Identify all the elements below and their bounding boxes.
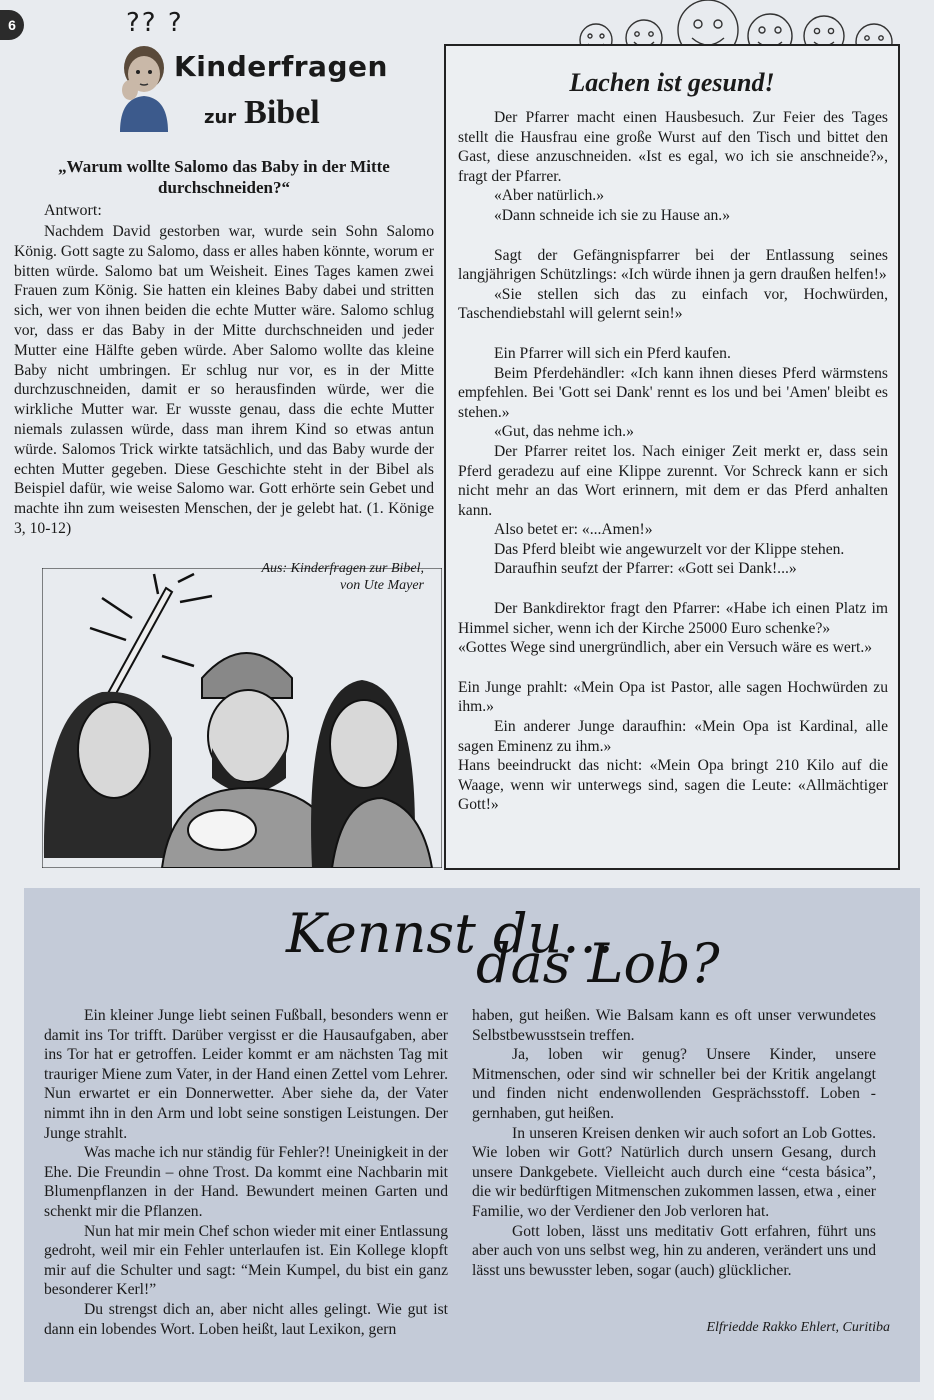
kinderfragen-subtitle (204, 94, 320, 132)
joke-1-reply: «Aber natürlich.» (494, 187, 604, 205)
joke-3-intro: Ein Pfarrer will sich ein Pferd kaufen. (494, 344, 731, 362)
kinderfragen-title: Kinderfragen (174, 50, 388, 83)
jokes-title: Lachen ist gesund! (569, 68, 775, 97)
kennst-c1-paragraph-4: Du strengst dich an, aber nicht alles gelingt. Wie gut ist dann ein lobendes Wort. Loben heißt, laut Lexikon, gern (44, 1300, 448, 1338)
answer-label: Antwort: (44, 202, 102, 219)
title-bibel: Bibel (244, 94, 320, 131)
jokes-box (444, 44, 900, 870)
answer-text: Nachdem David gestorben war, wurde sein Sohn Salomo König. Gott sagte zu Salomo, dass er alles haben könnte, worum er bitten würde. Salomo bat um Weisheit. Eines Tages kamen zwei Frauen zum König. Sie hatten ein kleines Baby dabei und stritten sich, wer von ihnen beiden die echte Mutter wäre. Salomo schlug vor, dass er das Baby in der Mitte durchschneiden und jeder Mutter eine Hälfte geben würde. Aber Salomo wollte das kleine Baby nicht umbringen. Er schlug nur vor, es in der Mitte durchzuschneiden, damit er so herausfinden würde, wer die wirkliche Mutter war. Er wusste genau, dass die echte Mutter niemals zulassen würde, dass man ihrem Kind so etwas antun würde. Salomos Trick wirkte tatsächlich, und das Baby wurde der echten Mutter gegeben. Diese Geschichte steht in der Bibel als Beispiel dafür, wie weise Salomo war. Gott erhörte sein Gebet und machte ihn zum weisesten Menschen, der je gelebt hat. (1. Könige 3, 10-12) (14, 223, 434, 537)
source-line-1: Aus: Kinderfragen zur Bibel, (261, 561, 424, 576)
salomo-judgement-illustration (42, 568, 442, 868)
joke-4-text: Der Bankdirektor fragt den Pfarrer: «Habe ich einen Platz im Himmel sicher, wenn ich der Kirche 25000 Euro schenke?» (458, 600, 888, 637)
joke-2-punchline: «Sie stellen sich das zu einfach vor, Hochwürden, Taschendiebstahl will gelernt sein!» (458, 285, 888, 323)
question-marks: ?? ? (126, 8, 184, 38)
jokes-content (458, 108, 888, 815)
kinderfragen-header (96, 8, 426, 148)
source-line-2: von Ute Mayer (340, 578, 424, 593)
thinking-boy-illustration (110, 42, 172, 132)
kinderfragen-section (14, 8, 434, 858)
kennst-c1-paragraph-2: Was mache ich nur ständig für Fehler?! Uneinigkeit in der Ehe. Die Freundin – ohne Trost. Da kommt eine Nachbarin mit Blumenpflanzen in der Hand. Bewundert meinen Garten und schenkt mir die Pflanzen. (44, 1144, 448, 1220)
kennst-c2-paragraph-1: haben, gut heißen. Wie Balsam kann es oft unser verwundetes Selbstbewusstsein treffen. (472, 1007, 876, 1044)
joke-1-punchline: «Dann schneide ich sie zu Hause an.» (494, 206, 730, 224)
kennst-du-section (24, 888, 920, 1382)
kennst-title-part2: das Lob? (476, 932, 720, 995)
kennst-c1-paragraph-1: Ein kleiner Junge liebt seinen Fußball, besonders wenn er damit ins Tor trifft. Darüber vergisst er die Hausaufgaben, aber ins Tor hat er getroffen. Leider kommt er am nächsten Tag mit trauriger Miene zum Vater, in der Hand einen Zettel vom Lehrer. Nun erwartet er ein Donnerwetter. Aber siehe da, der Vater nimmt ihn in den Arm und lobt seine sonstigen Leistungen. Der Junge strahlt. (44, 1007, 448, 1142)
joke-2-text: Sagt der Gefängnispfarrer bei der Entlassung seines langjährigen Schützlings: «Ich würde ihnen ja gern draußen helfen!» (458, 246, 888, 284)
joke-3-amen: Also betet er: «...Amen!» (494, 521, 653, 539)
kennst-c2-paragraph-2: Ja, loben wir genug? Unsere Kinder, unsere Mitmenschen, oder sind wir schneller bei der Kritik angelangt und finden nicht endenwollenden Gesprächsstoff. Loben - gernhaben, gut heißen. (472, 1046, 876, 1122)
joke-3-dealer: Beim Pferdehändler: «Ich kann ihnen dieses Pferd wärmstens empfehlen. Bei 'Gott sei Dank' rennt es los und bei 'Amen' bleibt es stehen.» (458, 364, 888, 421)
kinderfrage-question: „Warum wollte Salomo das Baby in der Mitte durchschneiden?“ (58, 157, 390, 197)
joke-1-text: Der Pfarrer macht einen Hausbesuch. Zur Feier des Tages stellt die Hausfrau eine große Wurst auf den Tisch und bittet den Gast, diese anzuschneiden. «Ist es egal, wo ich sie anschneide?», fragt der Pfarrer. (458, 109, 888, 185)
joke-3-punchline: Daraufhin seufzt der Pfarrer: «Gott sei Dank!...» (494, 560, 797, 578)
author-signature: Elfriedde Rakko Ehlert, Curitiba (706, 1320, 890, 1335)
kennst-column-1 (44, 1006, 448, 1339)
joke-5-reply: Ein anderer Junge daraufhin: «Mein Opa ist Kardinal, alle sagen Eminenz zu ihm.» (458, 718, 888, 755)
joke-3-reply: «Gut, das nehme ich.» (494, 423, 634, 441)
kennst-title-part1: Kennst du... (286, 902, 614, 965)
kennst-c2-paragraph-4: Gott loben, lässt uns meditativ Gott erfahren, führt uns aber auch von uns selbst weg, hin zu anderen, verändert uns und lässt uns bewusster leben, sogar (auch) glücklicher. (472, 1222, 876, 1279)
kennst-du-header (24, 902, 920, 1002)
joke-3-ride: Der Pfarrer reitet los. Nach einiger Zeit merkt er, dass sein Pferd geradezu auf eine Klippe zurennt. Vor Schreck kann er sich nicht mehr an das Wort erinnern, mit dem er das Pferd anhalten kann. (458, 442, 888, 519)
joke-4-punchline: «Gottes Wege sind unergründlich, aber ein Versuch wäre es wert.» (458, 639, 873, 657)
kennst-c1-paragraph-3: Nun hat mir mein Chef schon wieder mit einer Entlassung gedroht, weil mir ein Fehler unterlaufen ist. Ein Kollege klopft mir auf die Schulter und sagt: “Mein Kumpel, du bist ein ganz besonderer Kerl!” (44, 1222, 448, 1299)
page-number: 6 (0, 10, 24, 40)
joke-5-punchline: Hans beeindruckt das nicht: «Mein Opa bringt 210 Kilo auf die Waage, wenn wir unterwegs sind, sagen die Leute: «Allmächtiger Gott!» (458, 757, 888, 814)
kennst-c2-paragraph-3: In unseren Kreisen denken wir auch sofort an Lob Gottes. Wie loben wir Gott? Natürlich durch unsern Gesang, durch unsere Dankgebete. Vielleicht auch durch eine “cesta básica”, die wir bedürftigen Mitmenschen zukommen lassen, etwa , einer Familie, wo der Verdiener den Job verloren hat. (472, 1124, 876, 1220)
kennst-column-2 (472, 1006, 876, 1280)
joke-5-text: Ein Junge prahlt: «Mein Opa ist Pastor, alle sagen Hochwürden zu ihm.» (458, 678, 888, 716)
title-zur: zur (204, 107, 237, 128)
joke-3-stop: Das Pferd bleibt wie angewurzelt vor der Klippe stehen. (494, 540, 845, 558)
